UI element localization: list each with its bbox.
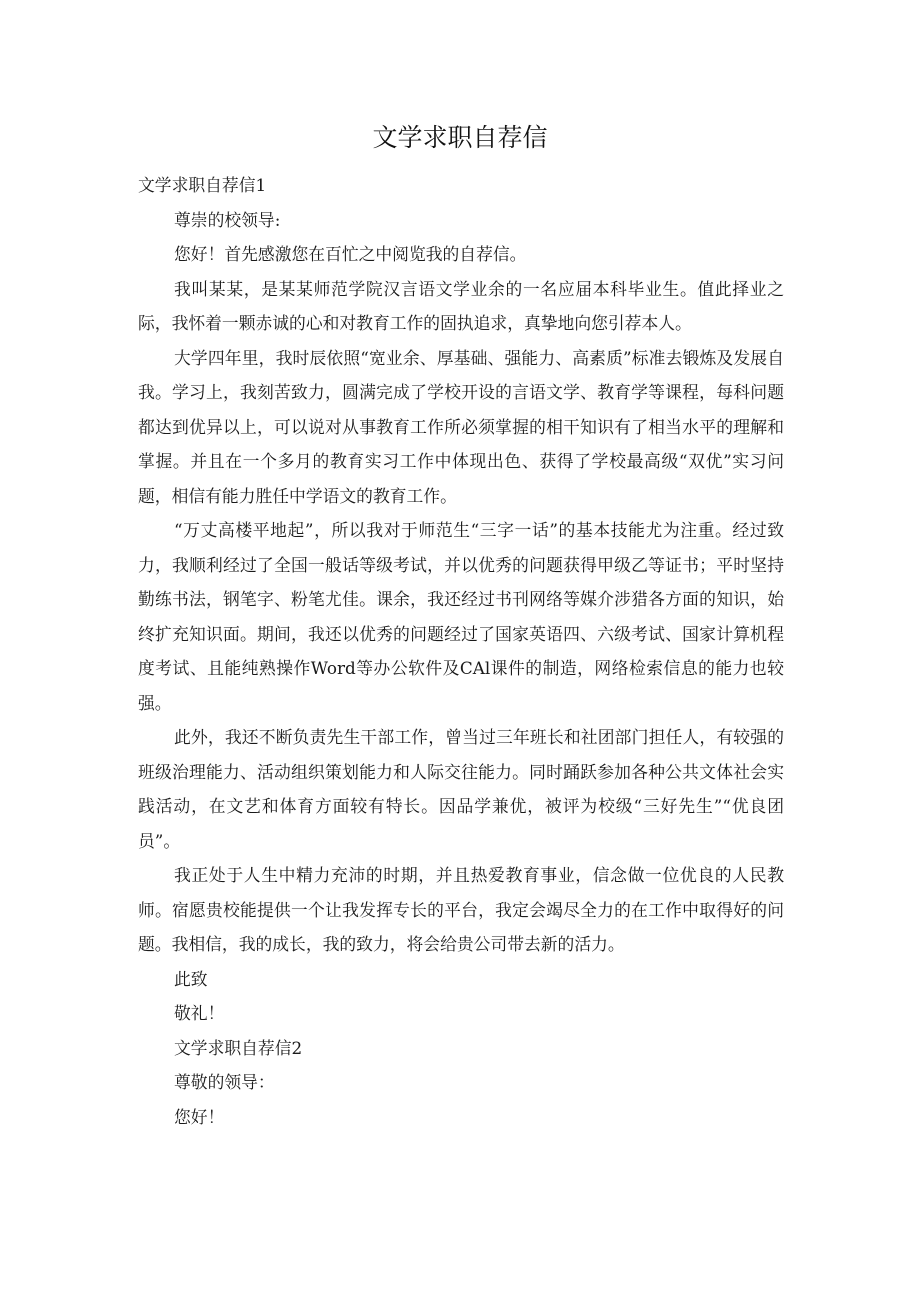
closing-1: 此致 bbox=[174, 968, 208, 989]
greeting-1: 您好！首先感激您在百忙之中阅览我的自荐信。 bbox=[174, 244, 527, 264]
section-heading-1: 文学求职自荐信1 bbox=[138, 175, 267, 195]
paragraph-4: 此外，我还不断负责先生干部工作，曾当过三年班长和社团部门担任人，有较强的班级治理能力、活动组织策划能力和人际交往能力。同时踊跃参加各种公共文体社会实践活动，在文艺和体育方面较有特长。因品学兼优，被评为校级“三好先生”“优良团员”。 bbox=[138, 727, 784, 851]
paragraph-2: 大学四年里，我时辰依照“宽业余、厚基础、强能力、高素质”标准去锻炼及发展自我。学习上，我刻苦致力，圆满完成了学校开设的言语文学、教育学等课程，每科问题都达到优异以上，可以说对从事教育工作所必须掌握的相干知识有了相当水平的理解和掌握。并且在一个多月的教育实习工作中体现出色、获得了学校最高级“双优”实习问题，相信有能力胜任中学语文的教育工作。 bbox=[138, 347, 784, 506]
salutation-1: 尊崇的校领导: bbox=[174, 209, 281, 230]
document-body bbox=[138, 168, 784, 1134]
paragraph-3: “万丈高楼平地起”，所以我对于师范生“三字一话”的基本技能尤为注重。经过致力，我顺利经过了全国一般话等级考试，并以优秀的问题获得甲级乙等证书；平时坚持勤练书法，钢笔字、粉笔尤佳。课余，我还经过书刊网络等媒介涉猎各方面的知识，始终扩充知识面。期间，我还以优秀的问题经过了国家英语四、六级考试、国家计算机程度考试、且能纯熟操作Word等办公软件及CAl课件的制造，网络检索信息的能力也较强。 bbox=[138, 520, 784, 713]
section-heading-2: 文学求职自荐信2 bbox=[174, 1037, 303, 1058]
paragraph-5: 我正处于人生中精力充沛的时期，并且热爱教育事业，信念做一位优良的人民教师。宿愿贵校能提供一个让我发挥专长的平台，我定会竭尽全力的在工作中取得好的问题。我相信，我的成长，我的致力，将会给贵公司带去新的活力。 bbox=[138, 865, 784, 954]
paragraph-1: 我叫某某，是某某师范学院汉言语文学业余的一名应届本科毕业生。值此择业之际，我怀着一颗赤诚的心和对教育工作的固执追求，真挚地向您引荐本人。 bbox=[138, 278, 784, 333]
greeting-2: 您好！ bbox=[174, 1106, 225, 1127]
document-title: 文学求职自荐信 bbox=[372, 123, 548, 152]
closing-2: 敬礼！ bbox=[174, 1003, 225, 1023]
salutation-2: 尊敬的领导： bbox=[174, 1072, 275, 1092]
